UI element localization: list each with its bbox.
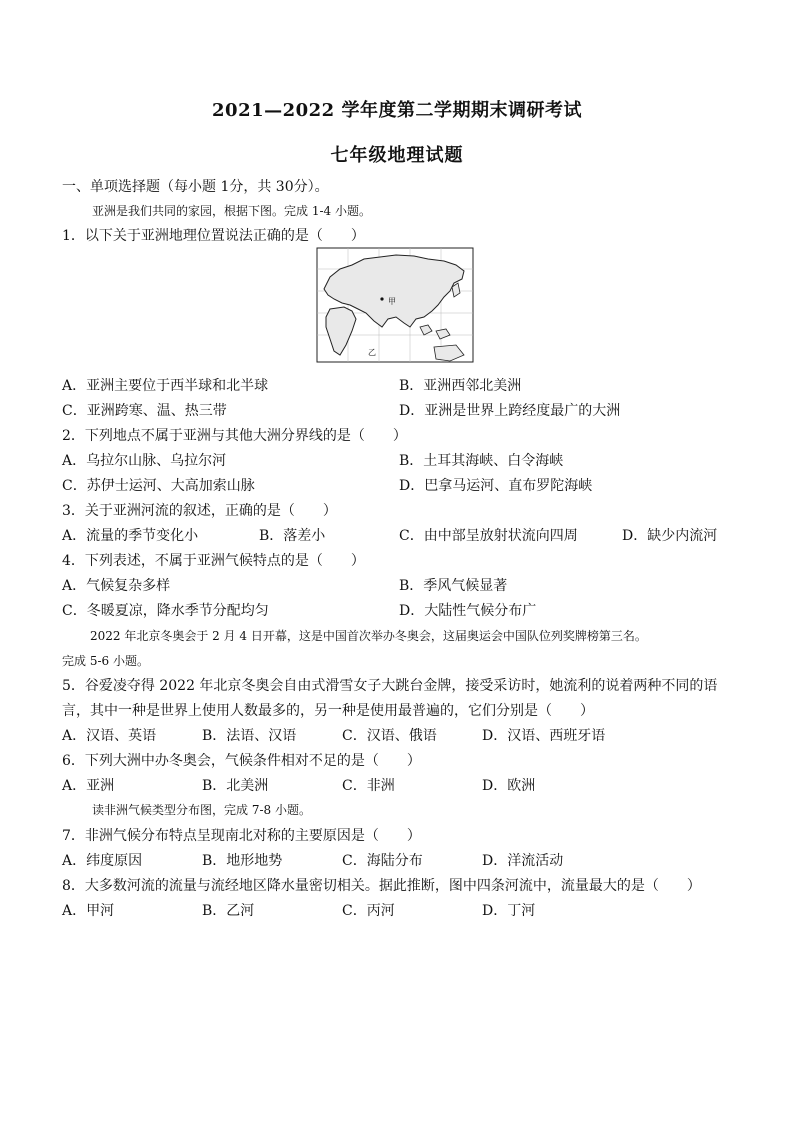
q3-option-d: D．缺少内流河 xyxy=(622,528,718,544)
q2-option-d: D．巴拿马运河、直布罗陀海峡 xyxy=(399,478,593,494)
q3-stem: 3．关于亚洲河流的叙述，正确的是（ ） xyxy=(62,503,337,519)
q5-stem-line2: 言，其中一种是世界上使用人数最多的，另一种是使用最普遍的，它们分别是（ ） xyxy=(62,703,594,719)
q5-option-c: C．汉语、俄语 xyxy=(342,728,437,744)
q8-option-d: D．丁河 xyxy=(482,903,536,919)
q2-stem: 2．下列地点不属于亚洲与其他大洲分界线的是（ ） xyxy=(62,428,407,444)
q6-option-d: D．欧洲 xyxy=(482,778,536,794)
q8-stem: 8．大多数河流的流量与流经地区降水量密切相关。据此推断，图中四条河流中，流量最大的是（ ） xyxy=(62,878,701,894)
q5-stem-line1: 5．谷爱凌夺得 2022 年北京冬奥会自由式滑雪女子大跳台金牌，接受采访时，她流利的说着两种不同的语 xyxy=(62,678,718,694)
q4-stem: 4．下列表述，不属于亚洲气候特点的是（ ） xyxy=(62,553,365,569)
intro-5-6-line2: 完成 5-6 小题。 xyxy=(62,654,149,668)
q7-option-d: D．洋流活动 xyxy=(482,853,564,869)
q6-option-b: B．北美洲 xyxy=(202,778,269,794)
q6-stem: 6．下列大洲中办冬奥会，气候条件相对不足的是（ ） xyxy=(62,753,421,769)
q7-option-c: C．海陆分布 xyxy=(342,853,423,869)
q1-stem: 1．以下关于亚洲地理位置说法正确的是（ ） xyxy=(62,228,365,244)
q4-option-c: C．冬暖夏凉，降水季节分配均匀 xyxy=(62,603,269,619)
q2-option-b: B．土耳其海峡、白令海峡 xyxy=(399,453,564,469)
q4-option-b: B．季风气候显著 xyxy=(399,578,508,594)
q3-option-c: C．由中部呈放射状流向四周 xyxy=(399,528,578,544)
q2-option-a: A．乌拉尔山脉、乌拉尔河 xyxy=(62,453,227,469)
q2-option-c: C．苏伊士运河、大高加索山脉 xyxy=(62,478,255,494)
q1-option-d: D．亚洲是世界上跨经度最广的大洲 xyxy=(399,403,621,419)
intro-5-6-line1: 2022 年北京冬奥会于 2 月 4 日开幕，这是中国首次举办冬奥会，这届奥运会中国队位列奖牌榜第三名。 xyxy=(90,629,647,643)
q6-option-a: A．亚洲 xyxy=(62,778,115,794)
q5-option-b: B．法语、汉语 xyxy=(202,728,297,744)
map-label-jia: 甲 xyxy=(388,297,396,306)
q8-option-c: C．丙河 xyxy=(342,903,395,919)
q4-option-d: D．大陆性气候分布广 xyxy=(399,603,537,619)
q1-option-a: A．亚洲主要位于西半球和北半球 xyxy=(62,378,269,394)
q8-option-a: A．甲河 xyxy=(62,903,115,919)
q7-option-a: A．纬度原因 xyxy=(62,853,143,869)
exam-title: 2021—2022 学年度第二学期期末调研考试 xyxy=(212,100,582,121)
asia-map-figure xyxy=(316,247,474,363)
q6-option-c: C．非洲 xyxy=(342,778,395,794)
intro-1-4: 亚洲是我们共同的家园，根据下图。完成 1-4 小题。 xyxy=(92,204,371,218)
q1-option-c: C．亚洲跨寒、温、热三带 xyxy=(62,403,227,419)
q3-option-a: A．流量的季节变化小 xyxy=(62,528,199,544)
exam-subtitle: 七年级地理试题 xyxy=(330,145,464,166)
q7-stem: 7．非洲气候分布特点呈现南北对称的主要原因是（ ） xyxy=(62,828,421,844)
q8-option-b: B．乙河 xyxy=(202,903,255,919)
section-heading: 一、单项选择题（每小题 1分，共 30分）。 xyxy=(62,179,329,195)
intro-7-8: 读非洲气候类型分布图，完成 7-8 小题。 xyxy=(92,803,311,817)
map-label-yi: 乙 xyxy=(368,348,376,357)
q5-option-a: A．汉语、英语 xyxy=(62,728,157,744)
q4-option-a: A．气候复杂多样 xyxy=(62,578,171,594)
q5-option-d: D．汉语、西班牙语 xyxy=(482,728,606,744)
q1-option-b: B．亚洲西邻北美洲 xyxy=(399,378,522,394)
q7-option-b: B．地形地势 xyxy=(202,853,283,869)
q3-option-b: B．落差小 xyxy=(259,528,326,544)
